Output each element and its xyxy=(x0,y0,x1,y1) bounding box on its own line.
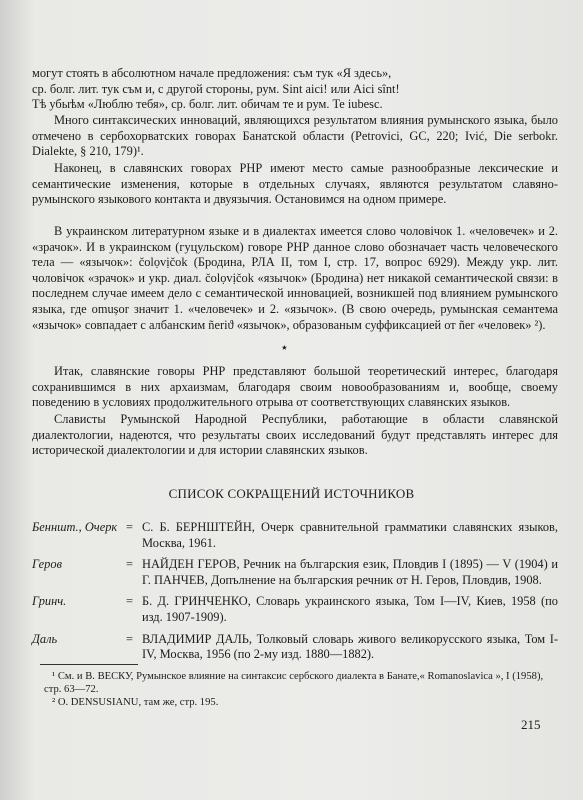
abbreviations-heading: СПИСОК СОКРАЩЕНИЙ ИСТОЧНИКОВ xyxy=(168,486,415,501)
paragraph-3-block xyxy=(32,161,558,208)
abbreviation-source: Б. Д. ГРИНЧЕНКО, Словарь украинского языка, Том I—IV, Киев, 1958 (по изд. 1907-1909). xyxy=(142,594,558,624)
footnotes xyxy=(44,670,554,709)
paragraph-1-line-3: Тѣ убыѣм «Люблю тебя», ср. болг. лит. обичам те и рум. Te iubesc. xyxy=(32,97,383,112)
abbreviation-source: ВЛАДИМИР ДАЛЬ, Толковый словарь живого великорусского языка, Том I-IV, Москва, 1956 (по 2-му изд. 1880—1882). xyxy=(142,631,558,662)
abbreviation-key: Бенншт., Очерк xyxy=(32,520,118,534)
abbreviations-list xyxy=(32,520,558,669)
paragraph-4-block xyxy=(32,224,558,333)
abbreviation-source: НАЙДЕН ГЕРОВ, Речник на българския език, Пловдив I (1895) — V (1904) и Г. ПАНЧЕВ, Допълнение на българския речник от Н. Геров, Пловдив, 1908. xyxy=(142,557,558,587)
paragraph-1-line-2: ср. болг. лит. тук съм и, с другой стороны, рум. Sint aici! или Aici sînt! xyxy=(32,81,400,96)
abbreviation-entry xyxy=(32,594,558,625)
equals-sign: = xyxy=(126,557,133,572)
abbreviation-entry xyxy=(32,632,558,663)
paragraph-5: Итак, славянские говоры РНР представляют большой теоретический интерес, благодаря сохранившимся в них архаизмам, благодаря своим новообразованиям и, вообще, своему поведению в условиях продолжительного отрыва от соответствующих славянских языков. xyxy=(32,364,558,410)
paragraph-6: Слависты Румынской Народной Республики, работающие в области славянской диалектологии, надеются, что результаты своих исследований будут представлять интерес для исторической диалектологии и для истории славянских языков. xyxy=(32,412,558,458)
paragraph-2: Много синтаксических инноваций, являющихся результатом влияния румынского языка, было отмечено в сербохорватских говорах Банатской области (Petrovici, GC, 220; Ivić, Die serbokr. Dialekte, § 210, 179)¹. xyxy=(32,113,558,159)
paragraph-4: В украинском литературном языке и в диалектах имеется слово чоловічок 1. «человечек» и 2. «зрачок». И в украинском (гуцульском) говоре РНР данное слово обозначает часть человеческого тела — «язычок»: čolọvịčok (Бродина, РЛА II, том I, стр. 17, вопрос 6929). Между укр. лит. чоловічок «зрачок» и укр. диал. čolọvịčok «язычок» (Бродина) нет никакой семантической связи: в последнем случае имеем дело с семантической инновацией, возникшей под влиянием румынского языка, где omușor значит 1. «человечек» и 2. «язычок». (В свою очередь, румынская семантема «язычок» совпадает с албанским ñeriϑ «язычок», образованым суффиксацией от ñer «человек» ²). xyxy=(32,224,558,332)
footnote-divider xyxy=(40,664,138,665)
equals-sign: = xyxy=(126,520,133,534)
abbreviation-key: Геров xyxy=(32,557,62,572)
footnote-1: ¹ См. и В. ВЕСКУ, Румынское влияние на синтаксис сербского диалекта в Банате,« Romanoslavica », I (1958), стр. 63—72. xyxy=(44,671,544,695)
paragraph-6-block xyxy=(32,412,558,459)
paragraph-1-line-1: могут стоять в абсолютном начале предложения: съм тук «Я здесь», xyxy=(32,66,392,80)
equals-sign: = xyxy=(126,594,133,609)
paragraph-3: Наконец, в славянских говорах РНР имеют место самые разнообразные лексические и семантические изменения, которые в отдельных случаях, являются результатом славяно-румынского языкового контакта и двуязычия. Остановимся на одном примере. xyxy=(32,161,558,207)
equals-sign: = xyxy=(126,631,133,646)
paragraph-2-block xyxy=(32,113,558,160)
page-number: 215 xyxy=(521,717,541,732)
abbreviation-entry xyxy=(32,520,558,551)
section-separator-star: ⋆ xyxy=(280,341,289,356)
abbreviation-entry xyxy=(32,557,558,588)
paragraph-5-block xyxy=(32,364,558,411)
abbreviation-key: Даль xyxy=(32,631,58,646)
abbreviation-source: С. Б. БЕРНШТЕЙН, Очерк сравнительной грамматики славянских языков, Москва, 1961. xyxy=(142,520,558,550)
abbreviation-key: Гринч. xyxy=(32,594,67,609)
paragraph-1 xyxy=(32,66,558,113)
footnote-2: ² O. DENSUSIANU, там же, стр. 195. xyxy=(52,697,219,708)
